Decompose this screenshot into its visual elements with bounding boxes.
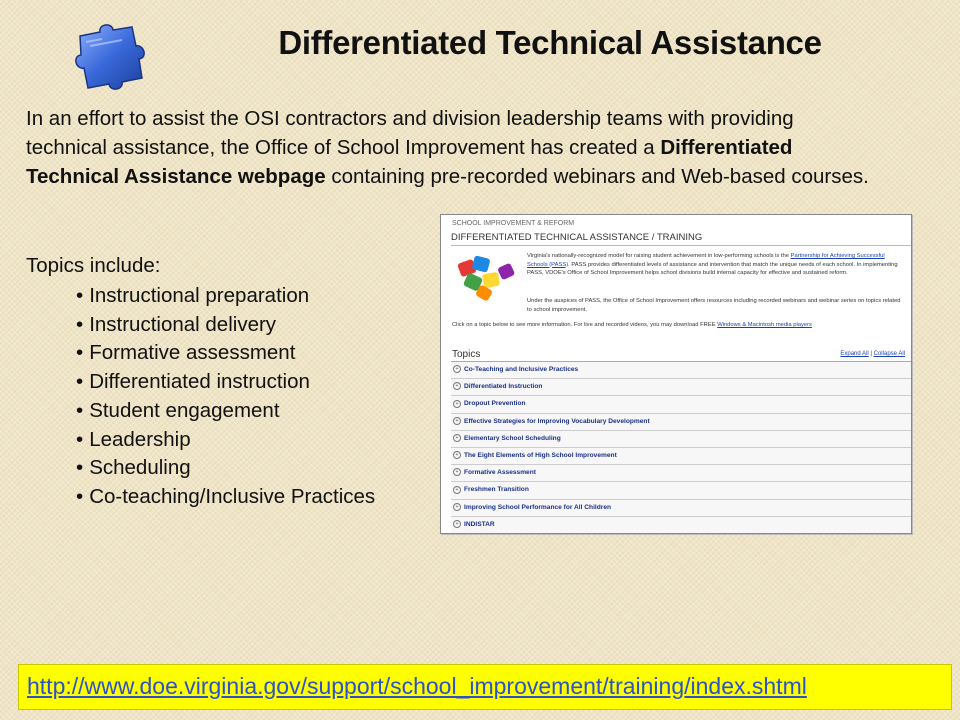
table-row[interactable] — [451, 379, 911, 396]
table-row[interactable] — [451, 465, 911, 482]
expand-icon: + — [453, 520, 461, 528]
table-row[interactable] — [451, 448, 911, 465]
intro-text-1: In an effort to assist the OSI contractors and division leadership teams with providing technical assistance, the Office of School Improvement has created a — [26, 107, 794, 159]
topics-label: Topics include: — [26, 254, 161, 277]
list-item: • Formative assessment — [76, 339, 375, 368]
expand-icon: + — [453, 434, 461, 442]
expand-icon: + — [453, 365, 461, 373]
collapse-all-link[interactable]: Collapse All — [873, 351, 905, 357]
list-item: • Instructional delivery — [76, 311, 375, 340]
table-row[interactable] — [451, 482, 911, 499]
click-text: Click on a topic below to see more information. For live and recorded videos, you may download FREE — [452, 322, 718, 328]
topics-list — [76, 282, 375, 512]
webpage-description-2: Under the auspices of PASS, the Office of School Improvement offers resources including recorded webinars and webinar series on topics related to school improvement. — [527, 298, 901, 313]
topic-row-label: The Eight Elements of High School Improvement — [464, 451, 617, 459]
list-item: • Scheduling — [76, 454, 375, 483]
link-separator: | — [870, 351, 872, 357]
topic-row-label: Improving School Performance for All Children — [464, 503, 612, 511]
media-players-link[interactable]: Windows & Macintosh media players — [717, 322, 812, 328]
webpage-description — [527, 252, 905, 278]
url-bar — [18, 664, 952, 710]
table-row[interactable] — [451, 517, 911, 534]
pass-link[interactable]: Partnership for Achieving Successful Schools (PASS) — [527, 253, 885, 268]
expand-icon: + — [453, 400, 461, 408]
intro-bold-text: Differentiated Technical Assistance webpage — [26, 136, 793, 188]
list-item: • Instructional preparation — [76, 282, 375, 311]
table-row[interactable] — [451, 500, 911, 517]
slide-title: Differentiated Technical Assistance — [278, 24, 822, 61]
intro-text-2: containing pre-recorded webinars and Web-based courses. — [325, 165, 869, 188]
expand-icon: + — [453, 451, 461, 459]
desc-text-2: . PASS provides differentiated levels of assistance and intervention that match the unique needs of each school. In implementing PASS, VDOE's Office of School Improvement helps school divisions build internal capacity for effective and sustained reform. — [527, 261, 898, 277]
topic-row-label: Co-Teaching and Inclusive Practices — [464, 366, 579, 373]
table-row[interactable] — [451, 414, 911, 431]
list-item: • Student engagement — [76, 397, 375, 426]
topic-row-label: Effective Strategies for Improving Vocabulary Development — [464, 417, 650, 425]
webpage-heading: DIFFERENTIATED TECHNICAL ASSISTANCE / TRAINING — [451, 232, 911, 246]
table-row[interactable] — [451, 431, 911, 448]
intro-paragraph — [26, 104, 876, 191]
table-row[interactable] — [451, 396, 911, 413]
section-label: SCHOOL IMPROVEMENT & REFORM — [452, 220, 575, 227]
expand-collapse-controls — [840, 351, 905, 357]
click-instructions — [452, 322, 907, 328]
list-item: • Leadership — [76, 426, 375, 455]
expand-icon: + — [453, 486, 461, 494]
webpage-screenshot — [440, 214, 912, 534]
desc-text-1: Virginia's nationally-recognized model for raising student achievement in low-performing schools is the — [527, 253, 791, 259]
expand-icon: + — [453, 417, 461, 425]
topic-row-label: Differentiated Instruction — [464, 383, 543, 391]
expand-icon: + — [453, 468, 461, 476]
webpage-topics-heading: Topics — [452, 349, 481, 360]
list-item: • Co-teaching/Inclusive Practices — [76, 483, 375, 512]
table-row[interactable] — [451, 362, 911, 379]
webpage-url-link[interactable]: http://www.doe.virginia.gov/support/school_improvement/training/index.shtml — [27, 673, 807, 699]
topic-row-label: INDISTAR — [464, 520, 495, 528]
expand-all-link[interactable]: Expand All — [840, 351, 869, 357]
topic-row-label: Formative Assessment — [464, 469, 536, 477]
webpage-topic-list — [451, 361, 911, 534]
expand-icon: + — [453, 503, 461, 511]
colorful-puzzle-icon — [453, 253, 523, 305]
topic-row-label: Dropout Prevention — [464, 400, 526, 408]
topic-row-label: Freshmen Transition — [464, 486, 529, 494]
topic-row-label: Elementary School Scheduling — [464, 434, 561, 442]
list-item: • Differentiated instruction — [76, 368, 375, 397]
expand-icon: + — [453, 382, 461, 390]
puzzle-piece-icon — [62, 22, 148, 92]
